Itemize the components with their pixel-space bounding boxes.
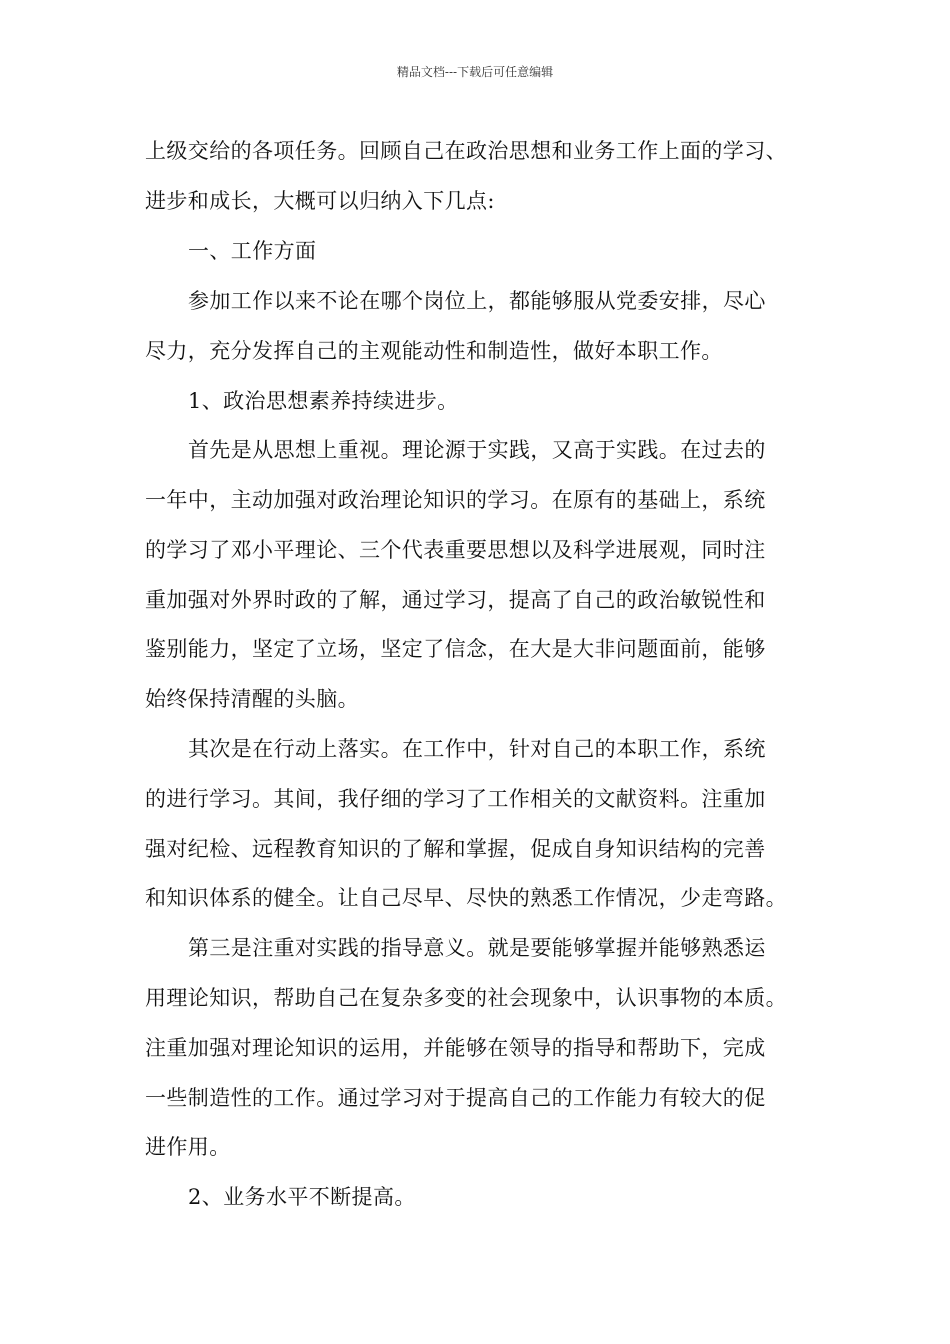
text-line: 注重加强对理论知识的运用，并能够在领导的指导和帮助下，完成	[145, 1036, 766, 1060]
subsection-heading: 1、政治思想素养持续进步。	[188, 389, 459, 413]
text-line: 鉴别能力，坚定了立场，坚定了信念，在大是大非问题面前，能够	[145, 637, 766, 661]
text-line: 用理论知识，帮助自己在复杂多变的社会现象中，认识事物的本质。	[145, 986, 787, 1010]
text-line: 一些制造性的工作。通过学习对于提高自己的工作能力有较大的促	[145, 1086, 766, 1110]
text-line: 其次是在行动上落实。在工作中，针对自己的本职工作，系统	[188, 737, 766, 761]
text-line: 上级交给的各项任务。回顾自己在政治思想和业务工作上面的学习、	[145, 139, 787, 163]
text-line: 的学习了邓小平理论、三个代表重要思想以及科学进展观，同时注	[145, 538, 766, 562]
subsection-heading: 2、业务水平不断提高。	[188, 1185, 416, 1209]
text-line: 的进行学习。其间，我仔细的学习了工作相关的文献资料。注重加	[145, 787, 766, 811]
text-line: 重加强对外界时政的了解，通过学习，提高了自己的政治敏锐性和	[145, 588, 766, 612]
text-line: 一年中，主动加强对政治理论知识的学习。在原有的基础上，系统	[145, 488, 766, 512]
page-header: 精品文档---下载后可任意编辑	[396, 65, 554, 79]
text-line: 强对纪检、远程教育知识的了解和掌握，促成自身知识结构的完善	[145, 837, 766, 861]
text-line: 进作用。	[145, 1135, 231, 1159]
text-line: 参加工作以来不论在哪个岗位上，都能够服从党委安排，尽心	[188, 289, 766, 313]
text-line: 和知识体系的健全。让自己尽早、尽快的熟悉工作情况，少走弯路。	[145, 886, 787, 910]
section-heading: 一、工作方面	[188, 239, 317, 263]
text-line: 第三是注重对实践的指导意义。就是要能够掌握并能够熟悉运	[188, 936, 766, 960]
text-line: 尽力，充分发挥自己的主观能动性和制造性，做好本职工作。	[145, 339, 723, 363]
text-line: 进步和成长，大概可以归纳入下几点:	[145, 189, 495, 213]
text-line: 始终保持清醒的头脑。	[145, 687, 359, 711]
text-line: 首先是从思想上重视。理论源于实践，又高于实践。在过去的	[188, 438, 766, 462]
